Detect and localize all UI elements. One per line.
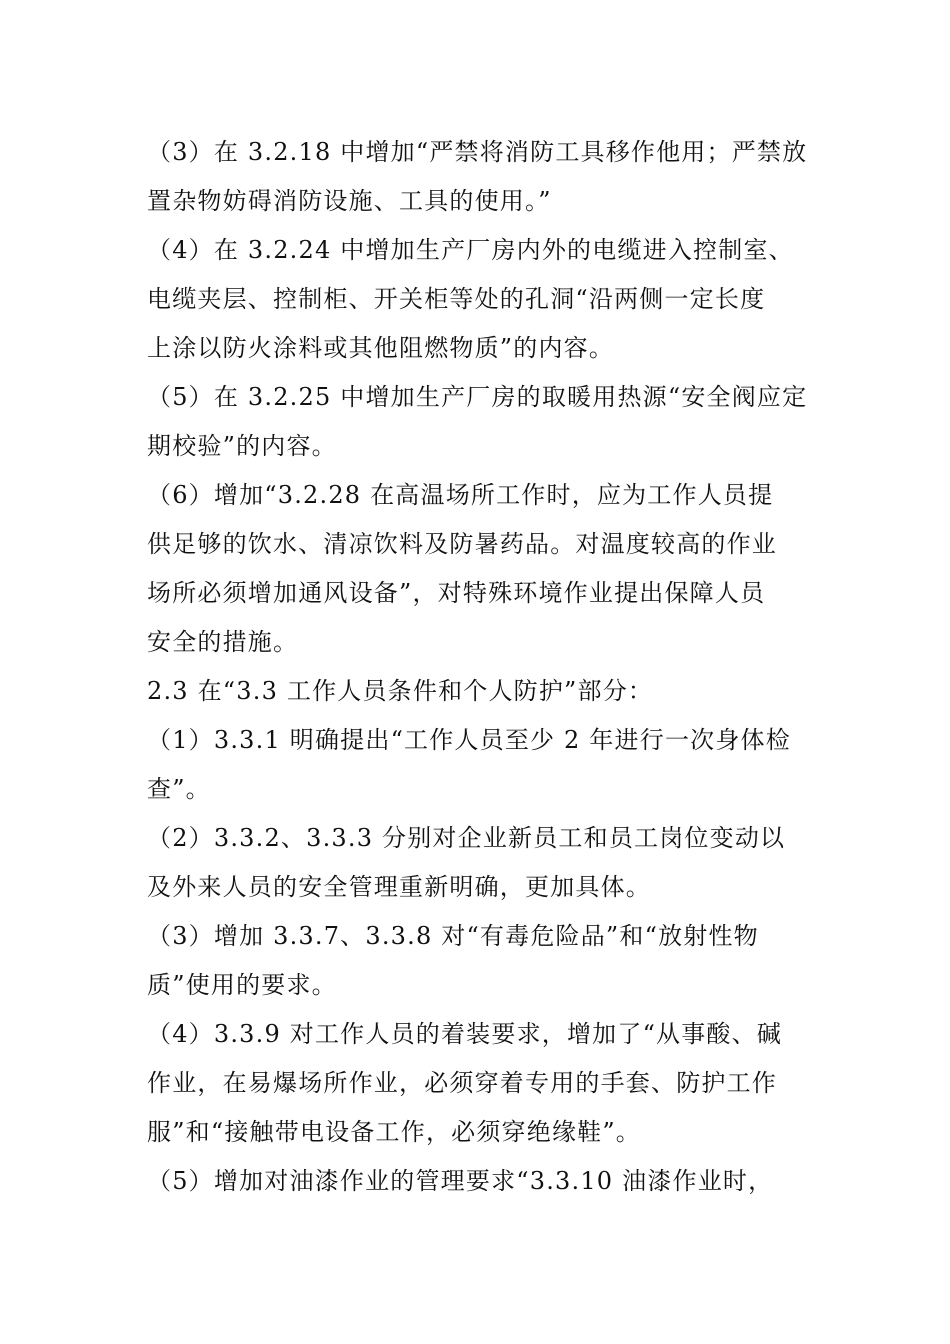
- text-line: （3）在 3.2.18 中增加“严禁将消防工具移作他用；严禁放: [147, 138, 808, 166]
- text-line: 作业，在易爆场所作业，必须穿着专用的手套、防护工作: [147, 1069, 777, 1097]
- text-line: 期校验”的内容。: [147, 432, 337, 460]
- text-line: （6）增加“3.2.28 在高温场所工作时，应为工作人员提: [147, 481, 774, 509]
- document-body: [147, 128, 807, 1206]
- text-line: 供足够的饮水、清凉饮料及防暑药品。对温度较高的作业: [147, 530, 777, 558]
- text-line: 及外来人员的安全管理重新明确，更加具体。: [147, 873, 651, 901]
- section-heading: 2.3 在“3.3 工作人员条件和个人防护”部分：: [147, 677, 654, 705]
- text-line: 服”和“接触带电设备工作，必须穿绝缘鞋”。: [147, 1118, 642, 1146]
- text-line: （1）3.3.1 明确提出“工作人员至少 2 年进行一次身体检: [147, 726, 791, 754]
- text-line: 置杂物妨碍消防设施、工具的使用。”: [147, 187, 552, 215]
- text-line: （2）3.3.2、3.3.3 分别对企业新员工和员工岗位变动以: [147, 824, 786, 852]
- text-line: （3）增加 3.3.7、3.3.8 对“有毒危险品”和“放射性物: [147, 922, 759, 950]
- text-line: 查”。: [147, 775, 211, 803]
- text-line: （4）在 3.2.24 中增加生产厂房内外的电缆进入控制室、: [147, 236, 794, 264]
- text-line: （5）在 3.2.25 中增加生产厂房的取暖用热源“安全阀应定: [147, 383, 808, 411]
- text-line: 安全的措施。: [147, 628, 299, 656]
- text-line: 电缆夹层、控制柜、开关柜等处的孔洞“沿两侧一定长度: [147, 285, 766, 313]
- text-line: （5）增加对油漆作业的管理要求“3.3.10 油漆作业时，: [147, 1167, 774, 1195]
- text-line: 质”使用的要求。: [147, 971, 337, 999]
- text-line: 上涂以防火涂料或其他阻燃物质”的内容。: [147, 334, 615, 362]
- text-line: （4）3.3.9 对工作人员的着装要求，增加了“从事酸、碱: [147, 1020, 783, 1048]
- text-line: 场所必须增加通风设备”，对特殊环境作业提出保障人员: [147, 579, 766, 607]
